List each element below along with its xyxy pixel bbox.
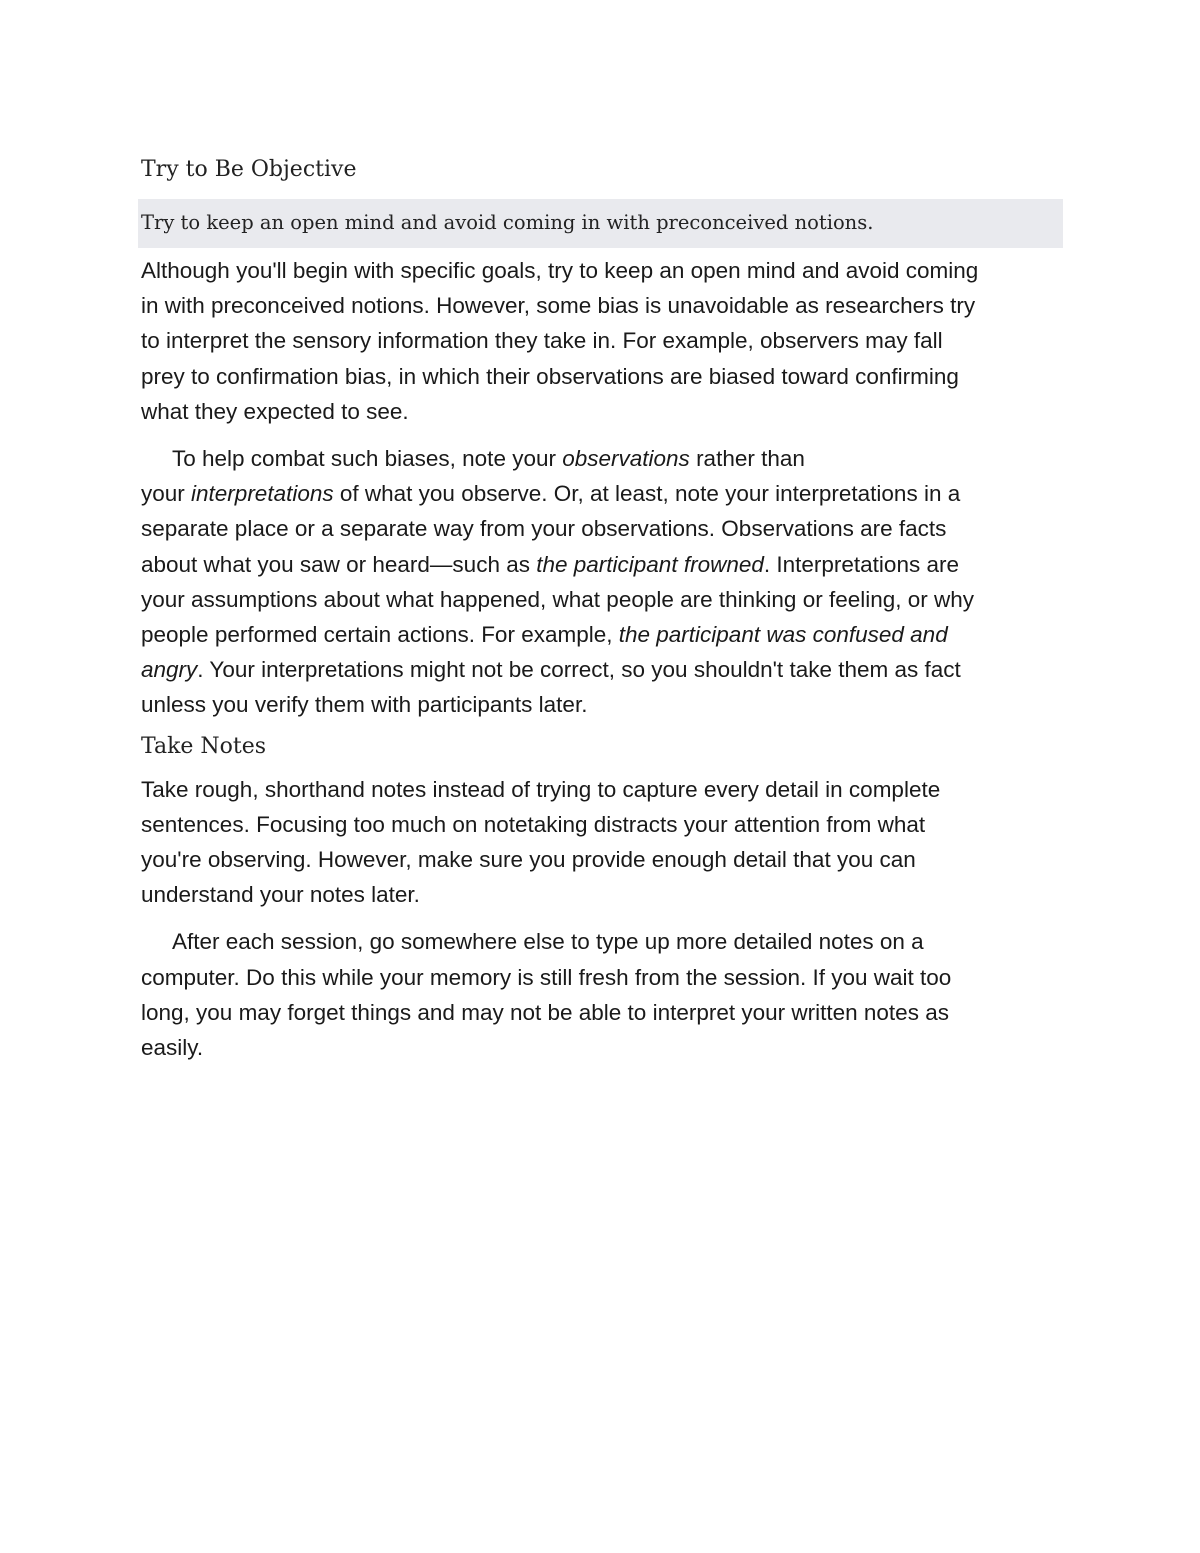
text-run: . Your interpretations might not be correct, so you shouldn't take them as fact — [197, 657, 961, 683]
emphasis-text: interpretations — [191, 481, 334, 507]
text-line — [141, 476, 1063, 511]
text-line: computer. Do this while your memory is still fresh from the session. If you wait too — [141, 964, 952, 990]
emphasis-text: the participant frowned — [536, 551, 764, 577]
text-run: of what you observe. Or, at least, note your interpretations in a — [333, 481, 961, 507]
section-heading-notes: Take Notes — [141, 733, 267, 759]
text-line: unless you verify them with participants later. — [141, 692, 588, 718]
text-line: in with preconceived notions. However, some bias is unavoidable as researchers try — [141, 293, 976, 319]
text-run: people performed certain actions. For example, — [141, 622, 619, 648]
text-line: sentences. Focusing too much on notetaking distracts your attention from what — [141, 811, 926, 837]
text-line — [141, 547, 1063, 582]
text-line: After each session, go somewhere else to type up more detailed notes on a — [172, 929, 924, 955]
text-line — [141, 617, 1063, 652]
callout-box: Try to keep an open mind and avoid coming in with preconceived notions. — [138, 199, 1063, 248]
text-line — [141, 441, 1063, 476]
text-line: to interpret the sensory information they take in. For example, observers may fall — [141, 328, 943, 354]
paragraph-shorthand — [141, 772, 1063, 913]
emphasis-text: the participant was confused and — [618, 622, 948, 648]
text-run: To help combat such biases, note your — [172, 446, 563, 472]
text-line: easily. — [141, 1035, 204, 1061]
text-line: Take rough, shorthand notes instead of trying to capture every detail in complete — [141, 776, 941, 802]
paragraph-after-session — [141, 924, 1063, 1065]
document-page — [141, 150, 1063, 1065]
paragraph-goals — [141, 253, 1063, 429]
text-line: understand your notes later. — [141, 882, 420, 908]
text-line: your assumptions about what happened, what people are thinking or feeling, or why — [141, 586, 975, 612]
emphasis-text: angry — [141, 657, 198, 683]
text-line: what they expected to see. — [141, 398, 409, 424]
text-line: separate place or a separate way from your observations. Observations are facts — [141, 516, 947, 542]
paragraph-observations — [141, 441, 1063, 723]
text-line: long, you may forget things and may not be able to interpret your written notes as — [141, 999, 949, 1025]
text-run: . Interpretations are — [763, 551, 959, 577]
section-heading-objective: Try to Be Objective — [141, 157, 357, 182]
emphasis-text: observations — [562, 446, 690, 472]
text-line: Although you'll begin with specific goals, try to keep an open mind and avoid coming — [141, 258, 979, 283]
text-line: you're observing. However, make sure you provide enough detail that you can — [141, 847, 916, 873]
text-run: rather than — [689, 446, 805, 472]
text-line: prey to confirmation bias, in which their observations are biased toward confirming — [141, 363, 959, 389]
text-run: your — [141, 481, 192, 507]
text-run: about what you saw or heard—such as — [141, 551, 537, 577]
text-line — [141, 652, 1063, 687]
